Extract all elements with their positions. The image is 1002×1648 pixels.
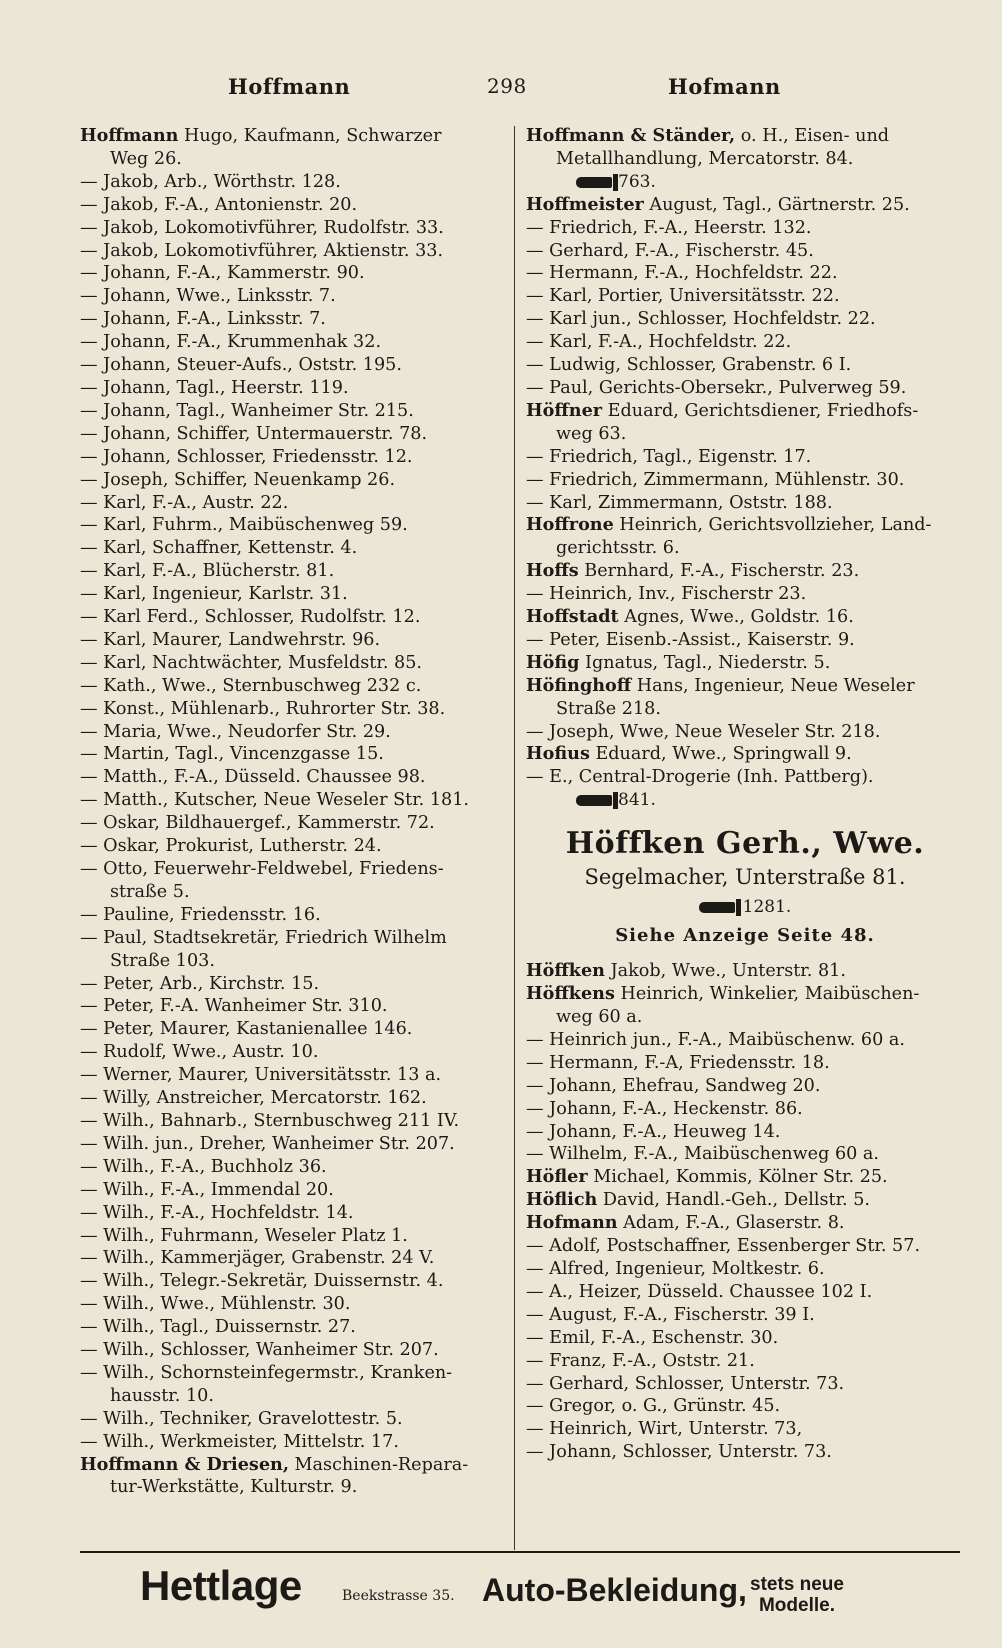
entry-text: — Wilh., Schlosser, Wanheimer Str. 207. bbox=[80, 1340, 439, 1361]
directory-entry bbox=[526, 240, 964, 263]
directory-entry bbox=[526, 766, 964, 789]
directory-entry bbox=[80, 766, 506, 789]
directory-entry bbox=[526, 354, 964, 377]
directory-entry bbox=[80, 606, 506, 629]
directory-entry bbox=[526, 125, 964, 148]
footer-address: Beekstrasse 35. bbox=[342, 1588, 455, 1604]
entry-text: — Rudolf, Wwe., Austr. 10. bbox=[80, 1042, 319, 1063]
directory-entry bbox=[80, 858, 506, 881]
column-divider bbox=[514, 126, 515, 1550]
entry-text: Heinrich, Winkelier, Maibüschen- bbox=[614, 984, 920, 1005]
directory-entry bbox=[80, 469, 506, 492]
directory-entry bbox=[526, 606, 964, 629]
directory-entry bbox=[80, 835, 506, 858]
entry-text: — Karl jun., Schlosser, Hochfeldstr. 22. bbox=[526, 309, 876, 330]
directory-entry bbox=[80, 743, 506, 766]
directory-entry bbox=[80, 492, 506, 515]
entry-continuation: Straße 103. bbox=[110, 950, 215, 971]
directory-entry bbox=[80, 1431, 506, 1454]
directory-entry bbox=[80, 354, 506, 377]
directory-entry bbox=[526, 1029, 964, 1052]
entry-text: — Karl, Ingenieur, Karlstr. 31. bbox=[80, 584, 348, 605]
entry-text: Heinrich, Gerichtsvollzieher, Land- bbox=[613, 515, 932, 536]
entry-text: — Jakob, Lokomotivführer, Aktienstr. 33. bbox=[80, 240, 444, 261]
entry-text: — Hermann, F.-A., Hochfeldstr. 22. bbox=[526, 263, 838, 284]
entry-text: — Willy, Anstreicher, Mercatorstr. 162. bbox=[80, 1088, 427, 1109]
directory-entry bbox=[526, 331, 964, 354]
directory-entry bbox=[526, 1235, 964, 1258]
entry-text: — Karl Ferd., Schlosser, Rudolfstr. 12. bbox=[80, 607, 421, 628]
directory-entry bbox=[526, 983, 964, 1006]
entry-text: — Karl, F.-A., Austr. 22. bbox=[80, 492, 289, 513]
directory-entry bbox=[80, 125, 506, 148]
entry-text: — Martin, Tagl., Vincenzgasse 15. bbox=[80, 744, 384, 765]
directory-entry bbox=[80, 400, 506, 423]
footer-tagline bbox=[750, 1574, 844, 1616]
directory-entry bbox=[80, 675, 506, 698]
entry-continuation: Weg 26. bbox=[110, 148, 182, 169]
phone-line bbox=[576, 789, 656, 812]
directory-entry bbox=[526, 262, 964, 285]
directory-entry bbox=[80, 1293, 506, 1316]
directory-entry bbox=[526, 1373, 964, 1396]
entry-text: — Heinrich, Inv., Fischerstr 23. bbox=[526, 584, 807, 605]
directory-entry bbox=[526, 400, 964, 423]
directory-entry bbox=[80, 927, 506, 950]
directory-entry bbox=[80, 629, 506, 652]
directory-entry bbox=[80, 812, 506, 835]
surname-heading: Hoffrone bbox=[526, 514, 614, 536]
directory-entry bbox=[526, 1258, 964, 1281]
entry-text: — Jakob, F.-A., Antonienstr. 20. bbox=[80, 194, 358, 215]
page-number: 298 bbox=[487, 74, 527, 98]
entry-text: — Gerhard, F.-A., Fischerstr. 45. bbox=[526, 240, 814, 261]
entry-text: — Johann, F.-A., Heuweg 14. bbox=[526, 1121, 781, 1142]
directory-entry bbox=[80, 308, 506, 331]
directory-entry bbox=[80, 995, 506, 1018]
advert-phone bbox=[526, 892, 964, 922]
entry-text: — Paul, Stadtsekretär, Friedrich Wilhelm bbox=[80, 927, 447, 948]
entry-text: Hans, Ingenieur, Neue Weseler bbox=[631, 675, 915, 696]
surname-heading: Höflich bbox=[526, 1189, 598, 1211]
entry-text: — Wilh., F.-A., Buchholz 36. bbox=[80, 1156, 327, 1177]
surname-heading: Höfler bbox=[526, 1166, 588, 1188]
directory-entry bbox=[526, 469, 964, 492]
entry-text: — Karl, F.-A., Blücherstr. 81. bbox=[80, 561, 335, 582]
entry-text: — Maria, Wwe., Neudorfer Str. 29. bbox=[80, 721, 391, 742]
directory-entry bbox=[80, 377, 506, 400]
entry-text: — Wilh., Kammerjäger, Grabenstr. 24 V. bbox=[80, 1248, 435, 1269]
directory-entry bbox=[526, 560, 964, 583]
entry-text: — Joseph, Wwe, Neue Weseler Str. 218. bbox=[526, 721, 881, 742]
directory-entry bbox=[526, 377, 964, 400]
directory-entry bbox=[80, 1041, 506, 1064]
directory-entry bbox=[80, 1339, 506, 1362]
left-column bbox=[80, 125, 506, 1499]
entry-text: — Matth., F.-A., Düsseld. Chaussee 98. bbox=[80, 767, 426, 788]
directory-entry bbox=[526, 1281, 964, 1304]
entry-text: August, Tagl., Gärtnerstr. 25. bbox=[643, 194, 910, 215]
directory-entry bbox=[526, 1052, 964, 1075]
entry-text: — Wilh., Telegr.-Sekretär, Duissernstr. 4. bbox=[80, 1271, 444, 1292]
directory-entry bbox=[80, 1362, 506, 1385]
directory-entry bbox=[80, 1270, 506, 1293]
entry-text: — Karl, Maurer, Landwehrstr. 96. bbox=[80, 629, 381, 650]
directory-entry bbox=[80, 1133, 506, 1156]
surname-heading: Hoffmeister bbox=[526, 193, 644, 215]
directory-entry bbox=[526, 446, 964, 469]
directory-entry bbox=[526, 1441, 964, 1464]
entry-text: — A., Heizer, Düsseld. Chaussee 102 I. bbox=[526, 1281, 873, 1302]
telephone-icon bbox=[576, 795, 612, 806]
directory-entry bbox=[80, 1316, 506, 1339]
directory-entry bbox=[80, 1018, 506, 1041]
advert-phone-number: 1281. bbox=[742, 897, 792, 918]
directory-entry bbox=[80, 217, 506, 240]
entry-text: — Alfred, Ingenieur, Moltkestr. 6. bbox=[526, 1258, 825, 1279]
entry-text: — Wilh., F.-A., Hochfeldstr. 14. bbox=[80, 1202, 354, 1223]
phone-entry bbox=[526, 171, 964, 194]
directory-entry bbox=[526, 743, 964, 766]
surname-heading: Höfig bbox=[526, 651, 580, 673]
footer-tagline-1: stets neue bbox=[750, 1574, 844, 1595]
footer-divider bbox=[80, 1551, 960, 1553]
entry-text: — Kath., Wwe., Sternbuschweg 232 c. bbox=[80, 675, 422, 696]
entry-text: — Franz, F.-A., Oststr. 21. bbox=[526, 1350, 755, 1371]
directory-entry bbox=[526, 652, 964, 675]
entry-text: — Peter, Maurer, Kastanienallee 146. bbox=[80, 1019, 413, 1040]
directory-entry bbox=[80, 537, 506, 560]
directory-entry bbox=[80, 1454, 506, 1477]
entry-text: — Wilh., F.-A., Immendal 20. bbox=[80, 1179, 334, 1200]
entry-text: Ignatus, Tagl., Niederstr. 5. bbox=[579, 652, 831, 673]
directory-entry bbox=[526, 514, 964, 537]
entry-text: — Karl, Fuhrm., Maibüschenweg 59. bbox=[80, 515, 408, 536]
entry-continuation: Metallhandlung, Mercatorstr. 84. bbox=[556, 148, 854, 169]
directory-entry bbox=[526, 960, 964, 983]
advert-see-note: Siehe Anzeige Seite 48. bbox=[615, 925, 875, 947]
directory-entry bbox=[526, 1143, 964, 1166]
phone-line bbox=[576, 171, 656, 194]
entry-text: — Emil, F.-A., Eschenstr. 30. bbox=[526, 1327, 779, 1348]
surname-heading: Höffken bbox=[526, 960, 605, 982]
directory-entry bbox=[80, 1156, 506, 1179]
directory-entry bbox=[80, 904, 506, 927]
entry-continuation: hausstr. 10. bbox=[110, 1385, 214, 1406]
directory-entry bbox=[80, 1064, 506, 1087]
directory-entry bbox=[526, 1304, 964, 1327]
entry-text: — Johann, Wwe., Linksstr. 7. bbox=[80, 286, 336, 307]
footer-tagline-2: Modelle. bbox=[758, 1595, 835, 1616]
entry-text: — Karl, Zimmermann, Oststr. 188. bbox=[526, 492, 833, 513]
phone-number: 763. bbox=[618, 171, 656, 192]
entry-text: — Oskar, Bildhauergef., Kammerstr. 72. bbox=[80, 813, 435, 834]
directory-entry bbox=[80, 262, 506, 285]
entry-continuation: weg 60 a. bbox=[556, 1007, 643, 1027]
directory-entry bbox=[80, 285, 506, 308]
directory-entry bbox=[80, 973, 506, 996]
entry-text: Adam, F.-A., Glaserstr. 8. bbox=[617, 1213, 845, 1234]
directory-entry bbox=[526, 721, 964, 744]
entry-text: — August, F.-A., Fischerstr. 39 I. bbox=[526, 1304, 815, 1325]
directory-entry bbox=[80, 789, 506, 812]
entry-text: — Johann, Schiffer, Untermauerstr. 78. bbox=[80, 423, 428, 444]
directory-entry bbox=[80, 1087, 506, 1110]
entry-text: — Wilh., Wwe., Mühlenstr. 30. bbox=[80, 1294, 351, 1315]
entry-text: Maschinen-Repara- bbox=[288, 1454, 469, 1475]
directory-entry bbox=[80, 240, 506, 263]
entry-continuation: gerichtsstr. 6. bbox=[556, 538, 680, 559]
entry-text: — Oskar, Prokurist, Lutherstr. 24. bbox=[80, 836, 382, 857]
entry-text: — Konst., Mühlenarb., Ruhrorter Str. 38. bbox=[80, 698, 446, 719]
entry-continuation: tur-Werkstätte, Kulturstr. 9. bbox=[110, 1477, 358, 1498]
directory-entry bbox=[526, 492, 964, 515]
entry-text: Jakob, Wwe., Unterstr. 81. bbox=[604, 961, 846, 982]
entry-text: — Peter, Arb., Kirchstr. 15. bbox=[80, 973, 320, 994]
surname-heading: Hoffs bbox=[526, 560, 579, 582]
entry-text: — E., Central-Drogerie (Inh. Pattberg). bbox=[526, 767, 874, 788]
entry-text: — Joseph, Schiffer, Neuenkamp 26. bbox=[80, 469, 396, 490]
entry-text: — Friedrich, Tagl., Eigenstr. 17. bbox=[526, 446, 812, 467]
advertisement-box bbox=[526, 826, 964, 950]
entry-text: — Otto, Feuerwehr-Feldwebel, Friedens- bbox=[80, 859, 444, 879]
entry-text: — Jakob, Lokomotivführer, Rudolfstr. 33. bbox=[80, 217, 444, 238]
directory-entry bbox=[80, 698, 506, 721]
directory-entry bbox=[526, 1418, 964, 1441]
right-column bbox=[526, 125, 964, 1464]
directory-entry bbox=[80, 514, 506, 537]
directory-entry bbox=[80, 721, 506, 744]
entry-text: — Wilhelm, F.-A., Maibüschenweg 60 a. bbox=[526, 1144, 880, 1165]
directory-entry bbox=[80, 194, 506, 217]
entry-text: — Matth., Kutscher, Neue Weseler Str. 181. bbox=[80, 790, 470, 811]
directory-entry bbox=[80, 1110, 506, 1133]
entry-text: — Karl, Nachtwächter, Musfeldstr. 85. bbox=[80, 652, 422, 673]
entry-text: — Johann, F.-A., Linksstr. 7. bbox=[80, 309, 326, 330]
entry-text: — Wilh., Schornsteinfegermstr., Kranken- bbox=[80, 1362, 453, 1383]
directory-entry bbox=[526, 194, 964, 217]
advert-subtitle: Segelmacher, Unterstraße 81. bbox=[584, 865, 906, 890]
entry-text: — Heinrich, Wirt, Unterstr. 73, bbox=[526, 1419, 803, 1440]
surname-heading: Hoffmann & Driesen, bbox=[80, 1453, 289, 1475]
directory-entry bbox=[526, 1212, 964, 1235]
entry-text: Eduard, Wwe., Springwall 9. bbox=[589, 744, 852, 765]
directory-entry bbox=[80, 423, 506, 446]
entry-text: — Karl, F.-A., Hochfeldstr. 22. bbox=[526, 332, 792, 353]
entry-text: — Johann, Schlosser, Friedensstr. 12. bbox=[80, 446, 413, 467]
surname-heading: Hoffstadt bbox=[526, 606, 619, 628]
entry-continuation: weg 63. bbox=[556, 423, 627, 444]
entry-text: — Werner, Maurer, Universitätsstr. 13 a. bbox=[80, 1065, 442, 1086]
entry-text: — Friedrich, Zimmermann, Mühlenstr. 30. bbox=[526, 469, 905, 490]
telephone-icon bbox=[576, 177, 612, 188]
entry-text: — Johann, Tagl., Wanheimer Str. 215. bbox=[80, 400, 414, 421]
entry-text: — Pauline, Friedensstr. 16. bbox=[80, 904, 321, 925]
directory-entry bbox=[526, 675, 964, 698]
footer-slogan: Auto-Bekleidung, bbox=[482, 1572, 747, 1608]
directory-entry bbox=[80, 1247, 506, 1270]
entry-text: Agnes, Wwe., Goldstr. 16. bbox=[618, 607, 854, 628]
directory-entry bbox=[80, 171, 506, 194]
entry-text: — Ludwig, Schlosser, Grabenstr. 6 I. bbox=[526, 355, 852, 376]
advert-name: Höffken Gerh., Wwe. bbox=[565, 826, 925, 862]
directory-entry bbox=[526, 1121, 964, 1144]
entry-text: — Paul, Gerichts-Obersekr., Pulverweg 59. bbox=[526, 377, 907, 398]
entry-text: David, Handl.-Geh., Dellstr. 5. bbox=[597, 1190, 871, 1211]
entry-text: o. H., Eisen- und bbox=[735, 126, 890, 146]
running-head-right: Hofmann bbox=[668, 74, 781, 99]
directory-entry bbox=[526, 583, 964, 606]
directory-entry bbox=[526, 1350, 964, 1373]
directory-entry bbox=[526, 285, 964, 308]
entry-text: — Gregor, o. G., Grünstr. 45. bbox=[526, 1396, 781, 1417]
footer-brand: Hettlage bbox=[140, 1562, 302, 1609]
entry-text: — Johann, Ehefrau, Sandweg 20. bbox=[526, 1075, 821, 1096]
directory-entry bbox=[80, 331, 506, 354]
entry-text: — Peter, Eisenb.-Assist., Kaiserstr. 9. bbox=[526, 629, 855, 650]
entry-text: — Friedrich, F.-A., Heerstr. 132. bbox=[526, 217, 812, 238]
right-column-entries-bottom bbox=[526, 960, 964, 1464]
directory-entry bbox=[80, 1202, 506, 1225]
entry-text: — Heinrich jun., F.-A., Maibüschenw. 60 a. bbox=[526, 1029, 905, 1050]
entry-text: — Wilh., Tagl., Duissernstr. 27. bbox=[80, 1317, 356, 1338]
entry-text: — Adolf, Postschaffner, Essenberger Str. 57. bbox=[526, 1236, 921, 1257]
running-head-left: Hoffmann bbox=[228, 74, 351, 99]
entry-text: Eduard, Gerichtsdiener, Friedhofs- bbox=[602, 400, 919, 421]
entry-text: — Johann, F.-A., Krummenhak 32. bbox=[80, 332, 382, 353]
directory-entry bbox=[526, 1075, 964, 1098]
entry-text: — Peter, F.-A. Wanheimer Str. 310. bbox=[80, 996, 388, 1017]
footer-advertisement bbox=[140, 1558, 960, 1616]
phone-number: 841. bbox=[618, 790, 656, 811]
surname-heading: Höffner bbox=[526, 399, 603, 421]
directory-entry bbox=[80, 1408, 506, 1431]
entry-text: — Wilh., Werkmeister, Mittelstr. 17. bbox=[80, 1431, 399, 1452]
entry-text: — Jakob, Arb., Wörthstr. 128. bbox=[80, 171, 341, 192]
entry-text: — Johann, Steuer-Aufs., Oststr. 195. bbox=[80, 355, 402, 376]
entry-text: Hugo, Kaufmann, Schwarzer bbox=[178, 126, 442, 146]
telephone-icon bbox=[699, 902, 735, 913]
entry-text: — Johann, Tagl., Heerstr. 119. bbox=[80, 377, 349, 398]
entry-text: Michael, Kommis, Kölner Str. 25. bbox=[587, 1167, 888, 1188]
directory-entry bbox=[80, 1225, 506, 1248]
entry-continuation: Straße 218. bbox=[556, 698, 661, 719]
entry-text: — Johann, Schlosser, Unterstr. 73. bbox=[526, 1442, 832, 1463]
surname-heading: Höffkens bbox=[526, 983, 615, 1005]
surname-heading: Hofmann bbox=[526, 1212, 618, 1234]
directory-entry bbox=[526, 1098, 964, 1121]
directory-entry bbox=[526, 1189, 964, 1212]
directory-entry bbox=[526, 308, 964, 331]
directory-entry bbox=[526, 217, 964, 240]
entry-text: — Hermann, F.-A, Friedensstr. 18. bbox=[526, 1052, 830, 1073]
entry-continuation: straße 5. bbox=[110, 881, 190, 902]
entry-text: — Wilh., Techniker, Gravelottestr. 5. bbox=[80, 1408, 403, 1429]
entry-text: — Wilh. jun., Dreher, Wanheimer Str. 207. bbox=[80, 1133, 455, 1154]
entry-text: — Karl, Schaffner, Kettenstr. 4. bbox=[80, 538, 358, 559]
directory-entry bbox=[526, 1395, 964, 1418]
directory-entry bbox=[526, 629, 964, 652]
directory-entry bbox=[526, 1327, 964, 1350]
surname-heading: Höfinghoff bbox=[526, 674, 632, 696]
surname-heading: Hofius bbox=[526, 743, 590, 765]
entry-text: — Johann, F.-A., Kammerstr. 90. bbox=[80, 263, 365, 284]
directory-entry bbox=[80, 652, 506, 675]
directory-entry bbox=[80, 1179, 506, 1202]
directory-entry bbox=[526, 1166, 964, 1189]
right-column-entries-top bbox=[526, 125, 964, 812]
entry-text: — Gerhard, Schlosser, Unterstr. 73. bbox=[526, 1373, 845, 1394]
phone-entry bbox=[526, 789, 964, 812]
entry-text: — Johann, F.-A., Heckenstr. 86. bbox=[526, 1098, 803, 1119]
directory-entry bbox=[80, 583, 506, 606]
entry-text: Bernhard, F.-A., Fischerstr. 23. bbox=[578, 561, 860, 582]
entry-text: — Wilh., Bahnarb., Sternbuschweg 211 IV. bbox=[80, 1110, 460, 1131]
surname-heading: Hoffmann & Ständer, bbox=[526, 125, 736, 146]
entry-text: — Karl, Portier, Universitätsstr. 22. bbox=[526, 286, 840, 307]
directory-entry bbox=[80, 560, 506, 583]
directory-entry bbox=[80, 446, 506, 469]
entry-text: — Wilh., Fuhrmann, Weseler Platz 1. bbox=[80, 1225, 408, 1246]
surname-heading: Hoffmann bbox=[80, 125, 179, 146]
